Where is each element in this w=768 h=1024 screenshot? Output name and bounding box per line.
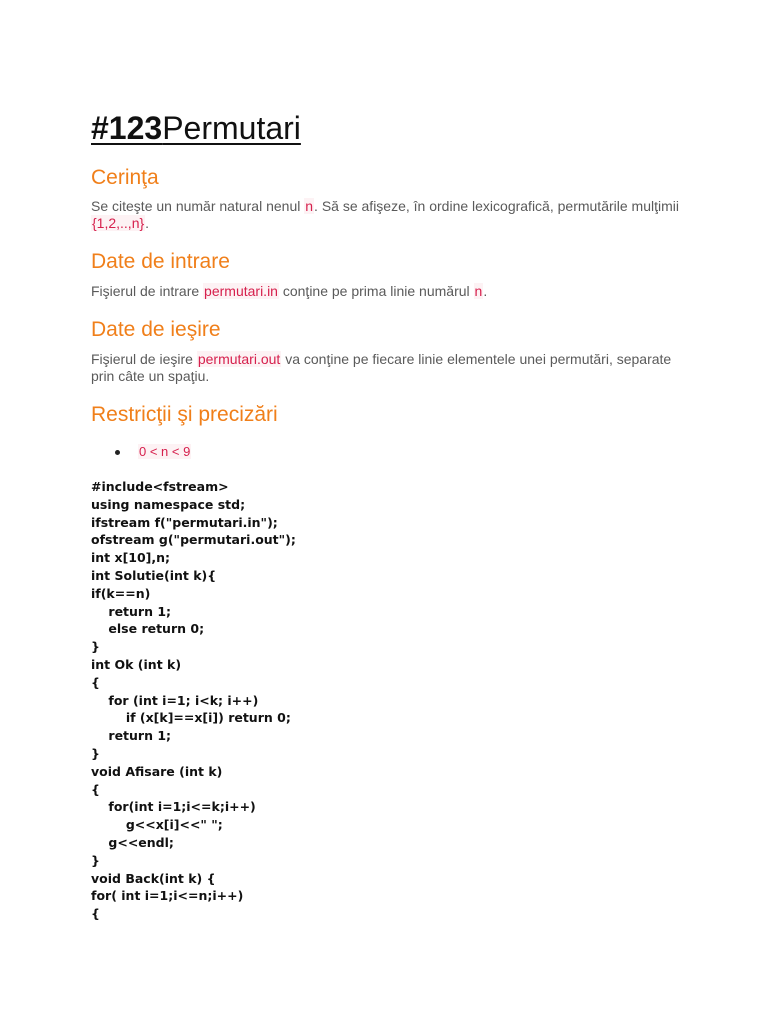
problem-number: #123: [91, 110, 163, 146]
section-heading-restrictii: Restricţii şi precizări: [91, 403, 278, 426]
code-line: if(k==n): [91, 585, 151, 601]
code-line: }: [91, 639, 100, 655]
code-line: #include<fstream>: [91, 479, 229, 494]
code-line: if (x[k]==x[i]) return 0;: [91, 710, 291, 726]
code-line: ifstream f("permutari.in");: [91, 514, 278, 530]
inline-code: 0 < n < 9: [139, 444, 191, 459]
code-line: {: [91, 781, 100, 797]
inline-code: n: [474, 283, 483, 299]
code-line: int Solutie(int k){: [91, 567, 217, 583]
code-line: void Back(int k) {: [91, 870, 216, 886]
inline-code: permutari.in: [204, 283, 278, 299]
code-line: else return 0;: [91, 621, 205, 637]
code-line: using namespace std;: [91, 496, 246, 512]
code-block: [91, 478, 296, 923]
section-text-date-intrare: Fişierul de intrare permutari.in conţine pe prima linie numărul n.: [91, 283, 488, 299]
code-line: void Afisare (int k): [91, 763, 223, 779]
code-line: {: [91, 906, 100, 922]
code-line: int Ok (int k): [91, 656, 182, 672]
code-line: }: [91, 745, 100, 761]
inline-code: permutari.out: [197, 351, 281, 367]
code-line: for( int i=1;i<=n;i++): [91, 888, 244, 904]
section-text-cerinta: Se citeşte un număr natural nenul n. Să se afişeze, în ordine lexicografică, permutările mulţimii {1,2,..,n}.: [91, 198, 679, 231]
inline-code: {1,2,..,n}: [92, 215, 145, 231]
code-line: {: [91, 674, 100, 690]
page-title: [91, 108, 691, 148]
code-line: ofstream g("permutari.out");: [91, 532, 296, 548]
section-heading-cerinta: Cerinţa: [91, 166, 159, 189]
code-line: int x[10],n;: [91, 550, 171, 566]
section-text-date-iesire: Fişierul de ieşire permutari.out va conţine pe fiecare linie elementele unei permutări, separate prin câte un spaţiu.: [91, 351, 672, 384]
code-line: g<<x[i]<<" ";: [91, 817, 223, 833]
document-page: [91, 108, 691, 922]
code-line: for(int i=1;i<=k;i++): [91, 799, 256, 815]
code-line: g<<endl;: [91, 834, 174, 850]
code-line: for (int i=1; i<k; i++): [91, 692, 259, 708]
inline-code: n: [305, 198, 314, 214]
code-line: return 1;: [91, 728, 172, 744]
code-line: return 1;: [91, 603, 172, 619]
section-heading-date-iesire: Date de ieşire: [91, 318, 221, 341]
problem-name: Permutari: [162, 110, 301, 146]
restrictions-list: [113, 444, 191, 460]
section-heading-date-intrare: Date de intrare: [91, 250, 230, 273]
list-item: [113, 444, 191, 460]
code-line: }: [91, 852, 100, 868]
